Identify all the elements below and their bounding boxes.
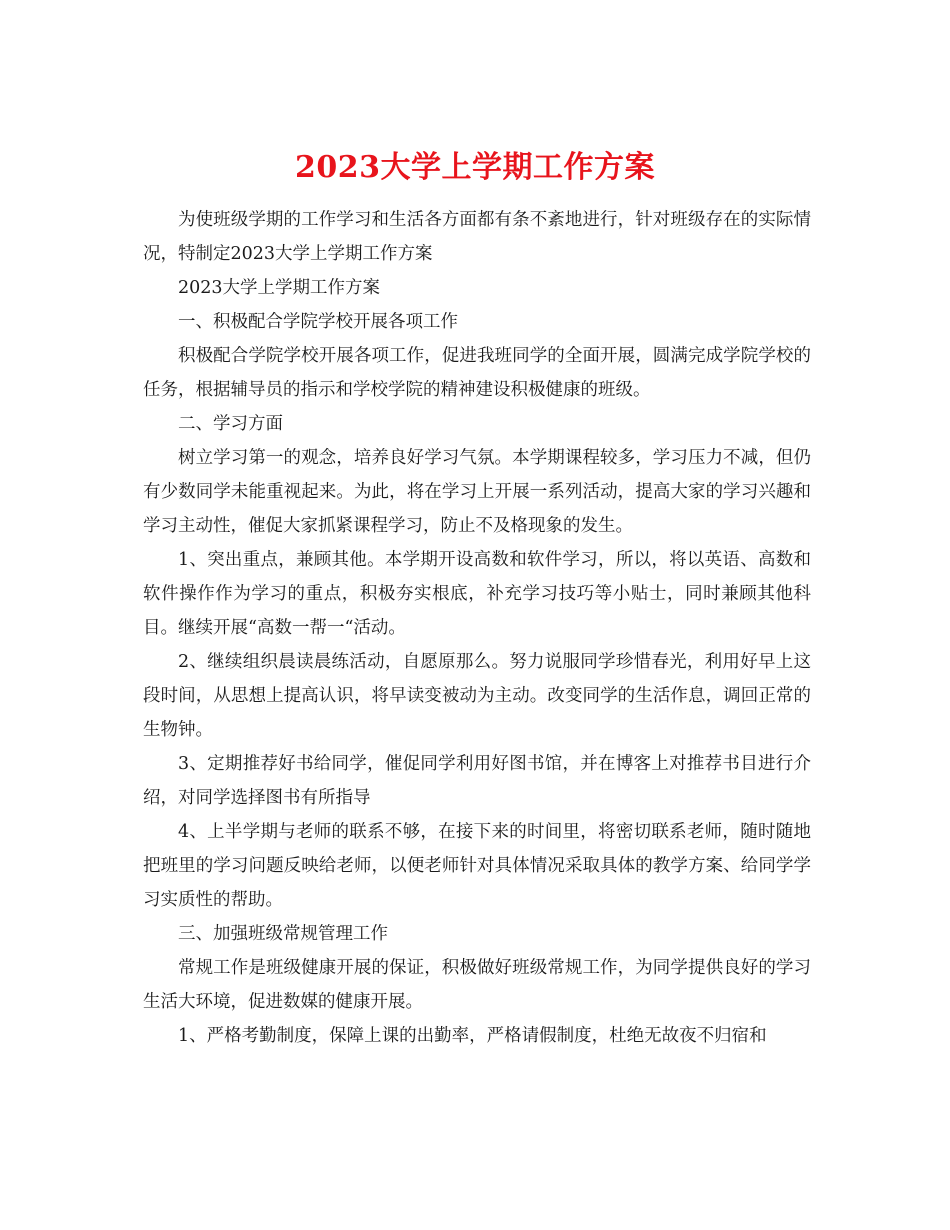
list-item-study-3: 3、定期推荐好书给同学，催促同学利用好图书馆，并在博客上对推荐书目进行介绍，对同学选择图书有所指导 (143, 754, 811, 808)
paragraph-plan-title: 2023大学上学期工作方案 (178, 278, 381, 298)
document-body (143, 203, 811, 1053)
section-heading-2: 二、学习方面 (178, 414, 283, 434)
section-heading-3: 三、加强班级常规管理工作 (178, 924, 388, 944)
list-item-management-1: 1、严格考勤制度，保障上课的出勤率，严格请假制度，杜绝无故夜不归宿和 (178, 1026, 767, 1046)
paragraph-section-2: 树立学习第一的观念，培养良好学习气氛。本学期课程较多，学习压力不减，但仍有少数同学未能重视起来。为此，将在学习上开展一系列活动，提高大家的学习兴趣和学习主动性，催促大家抓紧课程学习，防止不及格现象的发生。 (143, 448, 811, 536)
section-heading-1: 一、积极配合学院学校开展各项工作 (178, 312, 458, 332)
list-item-study-1: 1、突出重点，兼顾其他。本学期开设高数和软件学习，所以，将以英语、高数和软件操作作为学习的重点，积极夯实根底，补充学习技巧等小贴士，同时兼顾其他科目。继续开展“高数一帮一“活动。 (143, 550, 811, 638)
document-title: 2023大学上学期工作方案 (295, 150, 655, 186)
list-item-study-4: 4、上半学期与老师的联系不够，在接下来的时间里，将密切联系老师，随时随地把班里的学习问题反映给老师，以便老师针对具体情况采取具体的教学方案、给同学学习实质性的帮助。 (143, 822, 811, 910)
paragraph-section-3: 常规工作是班级健康开展的保证，积极做好班级常规工作，为同学提供良好的学习生活大环境，促进数媒的健康开展。 (143, 958, 811, 1012)
paragraph-intro: 为使班级学期的工作学习和生活各方面都有条不紊地进行，针对班级存在的实际情况，特制定2023大学上学期工作方案 (143, 210, 811, 264)
paragraph-section-1: 积极配合学院学校开展各项工作，促进我班同学的全面开展，圆满完成学院学校的任务，根据辅导员的指示和学校学院的精神建设积极健康的班级。 (143, 346, 811, 400)
list-item-study-2: 2、继续组织晨读晨练活动，自愿原那么。努力说服同学珍惜春光，利用好早上这段时间，从思想上提高认识，将早读变被动为主动。改变同学的生活作息，调回正常的生物钟。 (143, 652, 811, 740)
